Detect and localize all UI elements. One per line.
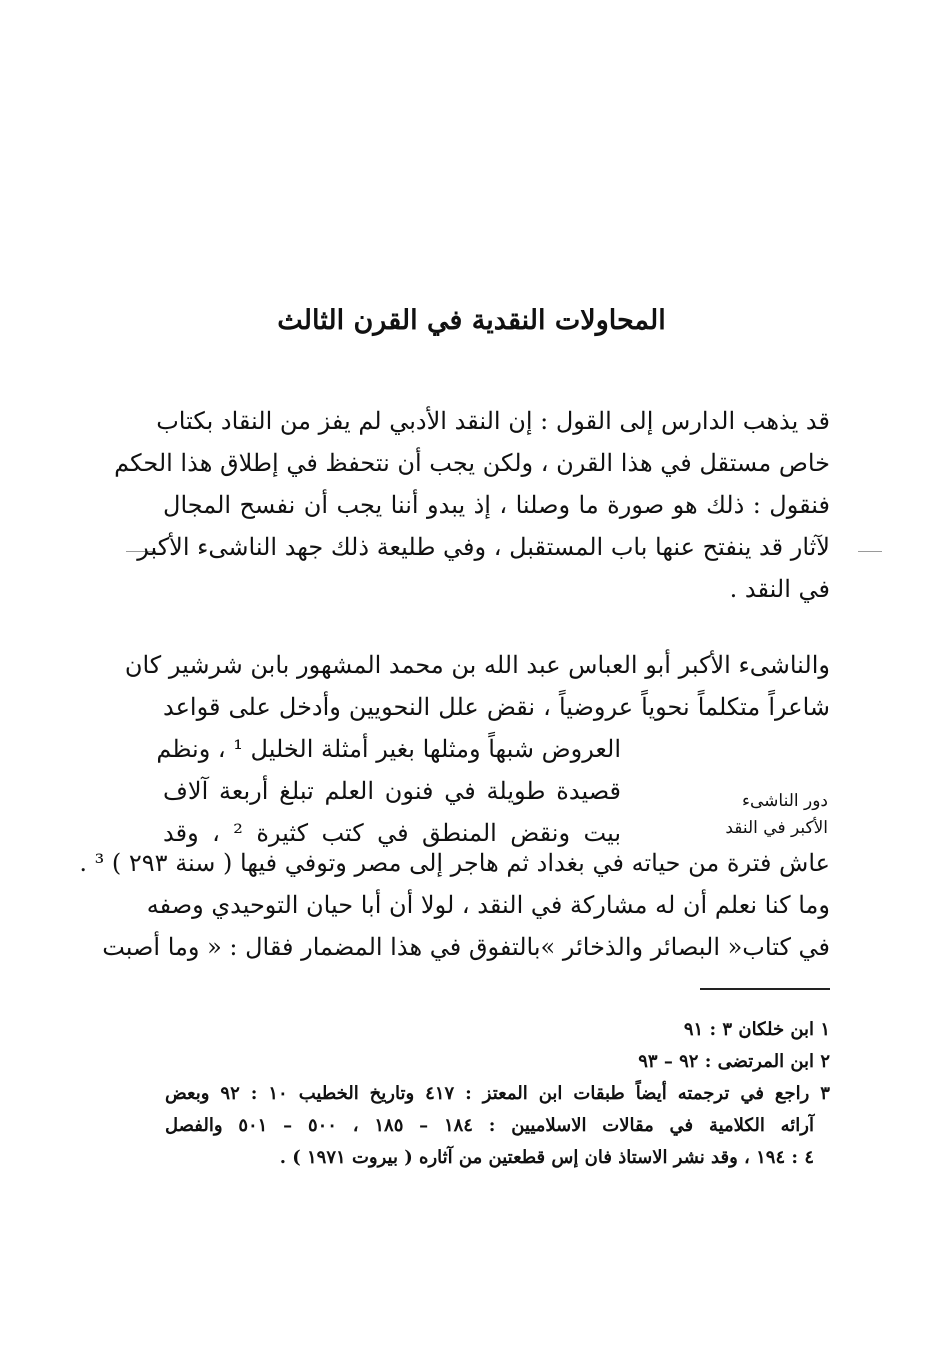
margin-note	[718, 788, 828, 842]
paragraph-1-line: في النقد .	[729, 575, 830, 603]
paragraph-2-line: بيت ونقض المنطق في كتب كثيرة ² ، وقد	[163, 819, 621, 847]
paragraph-2-narrow	[156, 728, 621, 854]
footnote-3-continued: آرائه الكلامية في مقالات الاسلاميين : ١٨٤ – ١٨٥ ، ٥٠٠ – ٥٠١ والفصل	[165, 1115, 814, 1136]
paragraph-2-line: قصيدة طويلة في فنون العلم تبلغ أربعة آلاف	[163, 777, 621, 805]
paragraph-2-line: والناشىء الأكبر أبو العباس عبد الله بن محمد المشهور بابن شرشير كان	[124, 651, 830, 679]
margin-note-line: دور الناشىء	[741, 791, 828, 811]
footnote-3: ٣ راجع في ترجمته أيضاً طبقات ابن المعتز : ٤١٧ وتاريخ الخطيب ١٠ : ٩٢ وبعض	[165, 1083, 830, 1104]
paragraph-1-line: لآثار قد ينفتح عنها باب المستقبل ، وفي طليعة ذلك جهد الناشىء الأكبر	[137, 533, 830, 561]
footnote-3-continued: ٤ : ١٩٤ ، وقد نشر الاستاذ فان إس قطعتين من آثاره ( بيروت ١٩٧١ ) .	[279, 1147, 814, 1168]
footnote-divider	[700, 988, 830, 990]
chapter-title: المحاولات النقدية في القرن الثالث	[277, 305, 666, 336]
paragraph-2-line: شاعراً متكلماً نحوياً عروضياً ، نقض علل النحويين وأدخل على قواعد	[163, 693, 830, 721]
paragraph-1-line: خاص مستقل في هذا القرن ، ولكن يجب أن نتحفظ في إطلاق هذا الحكم	[114, 449, 830, 477]
footnote-2: ٢ ابن المرتضى : ٩٢ – ٩٣	[638, 1051, 830, 1072]
footnotes	[165, 1014, 830, 1174]
paragraph-2-line: العروض شبهاً ومثلها بغير أمثلة الخليل ¹ ، ونظم	[156, 735, 621, 763]
paragraph-2-top	[124, 644, 830, 728]
paragraph-2-line: وما كنا نعلم أن له مشاركة في النقد ، لولا أن أبا حيان التوحيدي وصفه	[146, 891, 830, 919]
margin-note-line: الأكبر في النقد	[725, 818, 828, 838]
scan-mark-right	[858, 551, 882, 552]
paragraph-1	[114, 400, 830, 610]
footnote-1: ١ ابن خلكان ٣ : ٩١	[683, 1019, 830, 1040]
paragraph-1-line: قد يذهب الدارس إلى القول : إن النقد الأدبي لم يفز من النقاد بكتاب	[156, 407, 830, 435]
paragraph-2-line: عاش فترة من حياته في بغداد ثم هاجر إلى مصر وتوفي فيها ( سنة ٢٩٣ ) ³ .	[79, 849, 830, 877]
paragraph-2-bottom	[79, 842, 830, 968]
paragraph-2-line: في كتاب« البصائر والذخائر »بالتفوق في هذا المضمار فقال : « وما أصبت	[102, 933, 830, 961]
paragraph-1-line: فنقول : ذلك هو صورة ما وصلنا ، إذ يبدو أننا يجب أن نفسح المجال	[163, 491, 830, 519]
